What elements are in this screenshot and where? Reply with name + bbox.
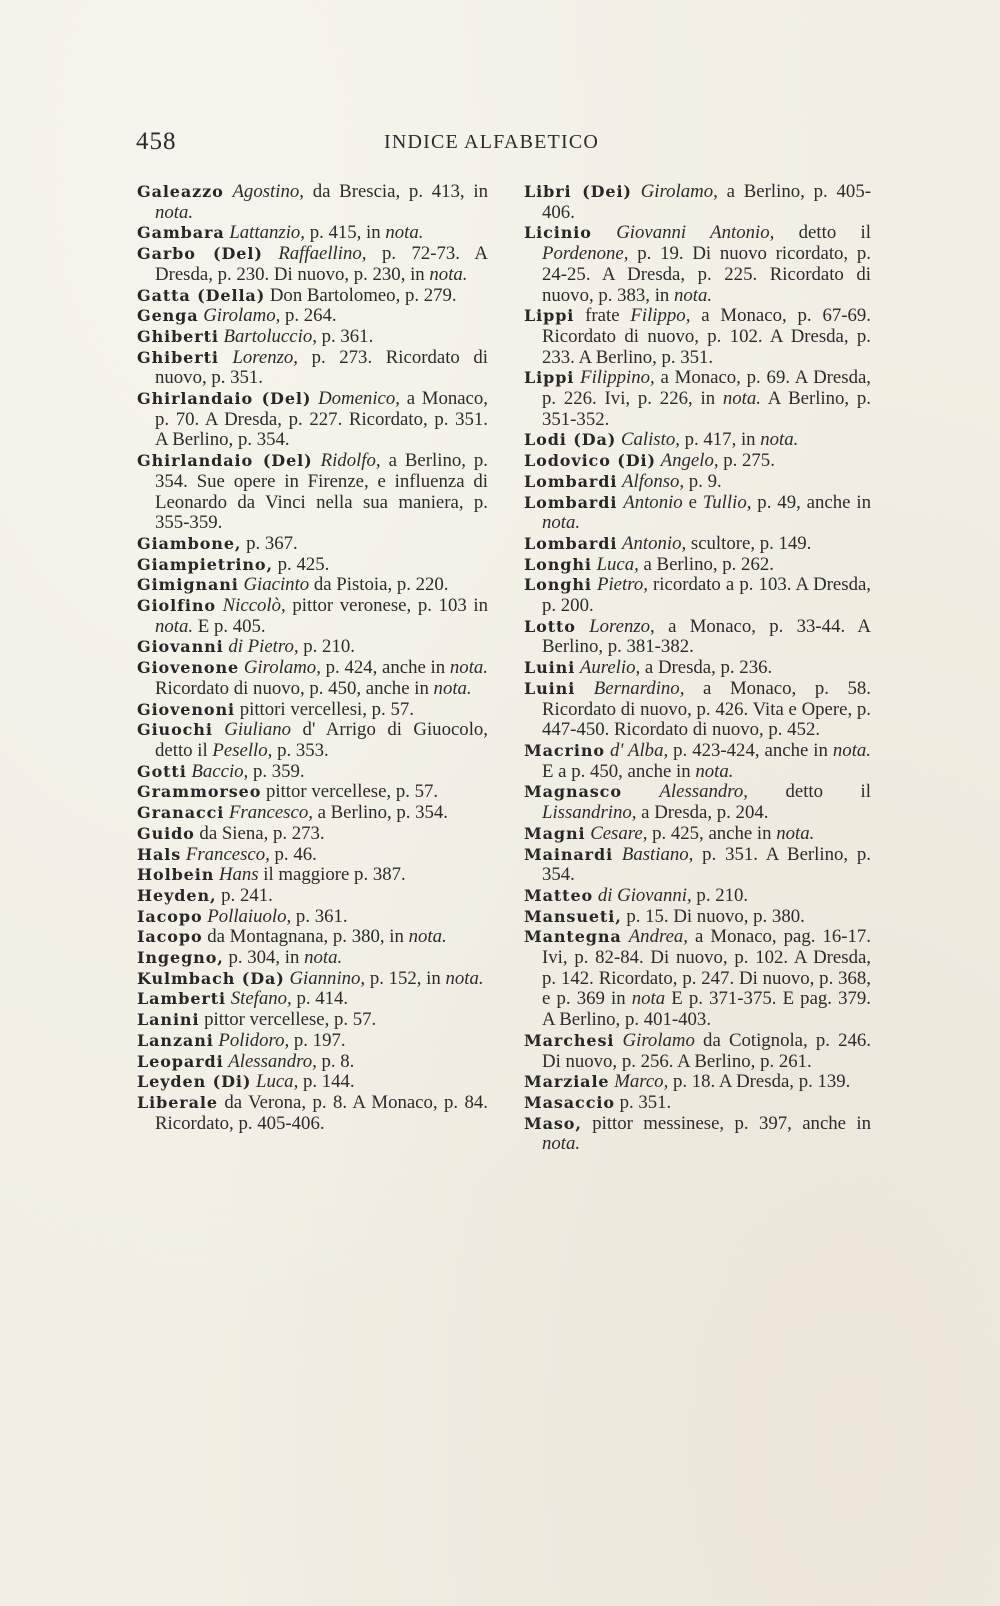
index-entry-details: Polidoro, p. 197. [218,1029,346,1051]
index-entry-details: da Siena, p. 273. [194,822,325,844]
index-entry-details: Luca, a Berlino, p. 262. [596,553,774,575]
index-entry-details: Lattanzio, p. 415, in nota. [229,222,424,244]
index-entry-details: da Montagnana, p. 380, in nota. [202,926,447,948]
index-entry [137,244,488,285]
index-entry-name: Leopardi [137,1051,224,1071]
index-column-left [137,182,488,1134]
index-entry [137,327,488,348]
index-entry-details: Bernardino, a Monaco, p. 58. Ricordato di nuovo, p. 426. Vita e Opere, p. 447-450. Ricordato di nuovo, p. 452. [542,677,871,741]
index-entry-name: Lodi (Da) [524,430,617,450]
index-entry [524,368,871,430]
running-title: INDICE ALFABETICO [384,131,600,153]
index-entry [137,762,488,783]
index-entry-details: Aurelio, a Dresda, p. 236. [579,657,773,679]
index-entry [524,1072,871,1093]
index-entry-details: p. 425. [272,553,330,575]
index-entry-details: Girolamo, p. 264. [203,305,337,327]
index-entry [524,575,871,616]
index-entry-details: p. 241. [216,884,273,906]
index-entry [137,969,488,990]
index-entry-details: da Verona, p. 8. A Monaco, p. 84. Ricordato, p. 405-406. [155,1091,488,1134]
index-entry-details: Alessandro, p. 8. [228,1050,355,1072]
index-entry [524,845,871,886]
index-entry [137,637,488,658]
index-entry-name: Genga [137,306,199,326]
index-entry [137,989,488,1010]
index-entry-name: Gambara [137,223,225,243]
index-entry [524,658,871,679]
index-entry [524,782,871,823]
index-entry-name: Macrino [524,740,605,760]
index-entry [524,182,871,223]
index-entry [137,1010,488,1031]
index-entry-details: Luca, p. 144. [256,1071,355,1093]
index-entry [524,907,871,928]
index-entry [137,865,488,886]
index-entry-name: Giovenoni [137,699,236,719]
index-entry-name: Gatta (Della) [137,285,266,305]
index-entry-details: Giovanni Antonio, detto il Pordenone, p. 19. Di nuovo ricordato, p. 24-25. A Dresda, p. 225. Ricordato di nuovo, p. 383, in nota. [542,222,871,306]
index-entry [137,1093,488,1134]
index-entry-name: Masaccio [524,1092,615,1112]
index-entry-name: Lamberti [137,989,227,1009]
index-entry [137,223,488,244]
index-entry-details: pittori vercellesi, p. 57. [235,698,414,720]
index-entry-name: Gimignani [137,575,239,595]
index-entry-details: Bastiano, p. 351. A Berlino, p. 354. [542,843,871,886]
index-entry [524,555,871,576]
index-entry-name: Lotto [524,616,576,636]
index-entry-name: Luini [524,658,576,678]
index-entry [137,720,488,761]
index-entry-name: Luini [524,678,576,698]
index-entry [524,1093,871,1114]
index-entry-details: Domenico, a Monaco, p. 70. A Dresda, p. 227. Ricordato, p. 351. A Berlino, p. 354. [155,388,488,451]
index-entry-name: Giambone, [137,533,242,553]
index-entry-name: Lippi [524,306,575,326]
index-entry [137,845,488,866]
index-entry-details: p. 304, in nota. [223,947,343,969]
index-entry-details: d' Alba, p. 423-424, anche in nota. E a p. 450, anche in nota. [542,739,871,782]
index-entry-details: Andrea, a Monaco, pag. 16-17. Ivi, p. 82-84. Di nuovo, p. 102. A Dresda, p. 142. Ricordato, p. 247. Di nuovo, p. 368, e p. 369 in nota E p. 371-375. E pag. 379. A Berlino, p. 401-403. [542,926,871,1031]
index-entry-name: Gotti [137,761,187,781]
index-entry-name: Longhi [524,554,592,574]
index-entry [524,886,871,907]
index-entry [524,534,871,555]
index-entry-details: Hans il maggiore p. 387. [218,864,406,886]
index-entry-details: Stefano, p. 414. [230,988,349,1010]
index-entry-details: p. 367. [241,532,298,554]
index-entry-details: Alfonso, p. 9. [622,470,722,492]
index-entry-name: Giovenone [137,658,240,678]
index-entry-name: Lombardi [524,492,618,512]
index-entry [137,596,488,637]
index-entry-name: Giovanni [137,637,224,657]
index-entry-details: p. 15. Di nuovo, p. 380. [621,905,805,927]
index-entry-name: Marchesi [524,1030,615,1050]
index-entry [137,803,488,824]
index-entry [137,534,488,555]
index-entry-name: Garbo (Del) [137,244,263,264]
index-entry [524,617,871,658]
index-entry-name: Granacci [137,803,225,823]
index-entry [137,824,488,845]
index-entry [524,1114,871,1155]
index-entry-name: Ingegno, [137,948,224,968]
index-entry-details: Raffaellino, p. 72-73. A Dresda, p. 230. Di nuovo, p. 230, in nota. [155,243,488,285]
index-entry-name: Mansueti, [524,906,622,926]
index-entry [524,430,871,451]
index-entry [137,1072,488,1093]
index-entry [137,575,488,596]
index-entry-name: Longhi [524,575,592,595]
index-entry-details: Cesare, p. 425, anche in nota. [590,822,815,844]
index-entry [137,348,488,389]
index-entry [137,451,488,534]
index-entry-details: Bartoluccio, p. 361. [223,325,374,347]
index-entry-name: Liberale [137,1092,218,1112]
index-entry [137,907,488,928]
index-entry [137,555,488,576]
index-entry [137,927,488,948]
index-entry-name: Magnasco [524,782,622,802]
index-entry-name: Mainardi [524,844,614,864]
index-entry-name: Matteo [524,885,594,905]
index-entry-name: Magni [524,823,586,843]
index-entry-name: Ghirlandaio (Del) [137,389,312,409]
index-entry-name: Giampietrino, [137,554,273,574]
index-entry-name: Lanini [137,1010,200,1030]
index-entry [137,286,488,307]
index-entry-details: di Pietro, p. 210. [228,636,355,658]
index-entry-name: Grammorseo [137,782,262,802]
index-entry-name: Mantegna [524,927,622,947]
index-entry-details: Francesco, p. 46. [185,843,317,865]
index-entry-details: Lorenzo, p. 273. Ricordato di nuovo, p. 351. [155,346,488,389]
index-entry-name: Guido [137,823,195,843]
index-entry-name: Libri (Dei) [524,182,632,201]
index-entry [137,948,488,969]
index-entry-details: Baccio, p. 359. [191,760,305,782]
index-entry-details: p. 351. [614,1091,672,1113]
index-entry [524,927,871,1031]
index-entry-name: Holbein [137,865,215,885]
page-number: 458 [136,128,177,155]
index-entry [524,223,871,306]
index-entry-details: Alessandro, detto il Lissandrino, a Dresda, p. 204. [542,781,871,824]
index-entry-name: Kulmbach (Da) [137,968,285,988]
index-entry-details: Girolamo, p. 424, anche in nota. Ricordato di nuovo, p. 450, anche in nota. [155,657,488,699]
index-entry-name: Ghiberti [137,347,219,367]
index-entry-name: Hals [137,844,182,864]
index-entry-details: Calisto, p. 417, in nota. [620,429,799,451]
index-entry [137,886,488,907]
index-entry-details: Lorenzo, a Monaco, p. 33-44. A Berlino, p. 381-382. [542,615,871,658]
index-column-right [524,182,871,1155]
index-entry-name: Lombardi [524,533,618,553]
index-entry-details: Marco, p. 18. A Dresda, p. 139. [614,1071,851,1093]
index-entry-details: Girolamo, a Berlino, p. 405-406. [542,181,871,223]
index-entry-details: Filippino, a Monaco, p. 69. A Dresda, p. 226. Ivi, p. 226, in nota. A Berlino, p. 351-352. [542,367,872,430]
index-entry [524,493,871,534]
index-entry [524,451,871,472]
page-header [136,128,856,158]
index-entry-details: Giacinto da Pistoia, p. 220. [243,574,449,596]
index-entry-details: Girolamo da Cotignola, p. 246. Di nuovo, p. 256. A Berlino, p. 261. [542,1029,871,1072]
index-entry-name: Galeazzo [137,182,224,201]
index-entry-details: pittor vercellese, p. 57. [261,781,439,803]
index-entry-name: Lodovico (Di) [524,451,656,471]
index-entry-name: Lippi [524,368,575,388]
index-entry [137,700,488,721]
index-entry-details: Pollaiuolo, p. 361. [207,905,348,927]
index-entry [524,824,871,845]
index-entry-name: Maso, [524,1113,582,1133]
index-entry-name: Giuochi [137,720,213,740]
index-entry [137,782,488,803]
index-entry-details: Antonio, scultore, p. 149. [622,532,812,554]
index-entry-name: Leyden (Di) [137,1072,252,1092]
index-entry-details: Francesco, a Berlino, p. 354. [228,802,449,824]
index-entry [137,658,488,699]
index-entry-name: Lombardi [524,471,618,491]
index-entry-details: di Giovanni, p. 210. [597,884,749,906]
index-entry-name: Iacopo [137,927,203,947]
index-entry-name: Ghiberti [137,326,219,346]
index-entry-details: Antonio e Tullio, p. 49, anche in nota. [542,491,871,534]
index-entry [137,389,488,451]
index-entry-details: Ridolfo, a Berlino, p. 354. Sue opere in Firenze, e influenza di Leonardo da Vinci nella sua maniera, p. 355-359. [155,450,488,534]
index-entry [524,1031,871,1072]
index-entry [524,306,871,368]
index-entry-details: Agostino, da Brescia, p. 413, in nota. [155,181,488,223]
index-entry [524,472,871,493]
index-entry [137,1031,488,1052]
index-entry-name: Heyden, [137,885,217,905]
index-entry-details: pittor messinese, p. 397, anche in nota. [542,1112,871,1155]
index-entry [137,306,488,327]
index-entry [524,679,871,741]
index-entry [524,741,871,782]
index-entry-details: frate Filippo, a Monaco, p. 67-69. Ricordato di nuovo, p. 102. A Dresda, p. 233. A Berlino, p. 351. [542,305,871,368]
index-entry [137,1052,488,1073]
index-entry-name: Ghirlandaio (Del) [137,451,313,471]
index-entry-name: Iacopo [137,906,203,926]
index-entry [137,182,488,223]
index-entry-details: Giuliano d' Arrigo di Giuocolo, detto il Pesello, p. 353. [155,719,488,761]
index-entry-details: Giannino, p. 152, in nota. [289,967,484,989]
index-entry-details: Pietro, ricordato a p. 103. A Dresda, p. 200. [542,574,871,617]
index-entry-details: Don Bartolomeo, p. 279. [265,284,457,306]
index-entry-name: Licinio [524,223,592,243]
index-entry-name: Giolfino [137,596,216,616]
index-entry-details: Niccolò, pittor veronese, p. 103 in nota. E p. 405. [155,595,488,637]
index-entry-name: Marziale [524,1072,610,1092]
index-entry-details: Angelo, p. 275. [660,450,775,472]
index-entry-name: Lanzani [137,1030,214,1050]
index-entry-details: pittor vercellese, p. 57. [199,1009,377,1031]
